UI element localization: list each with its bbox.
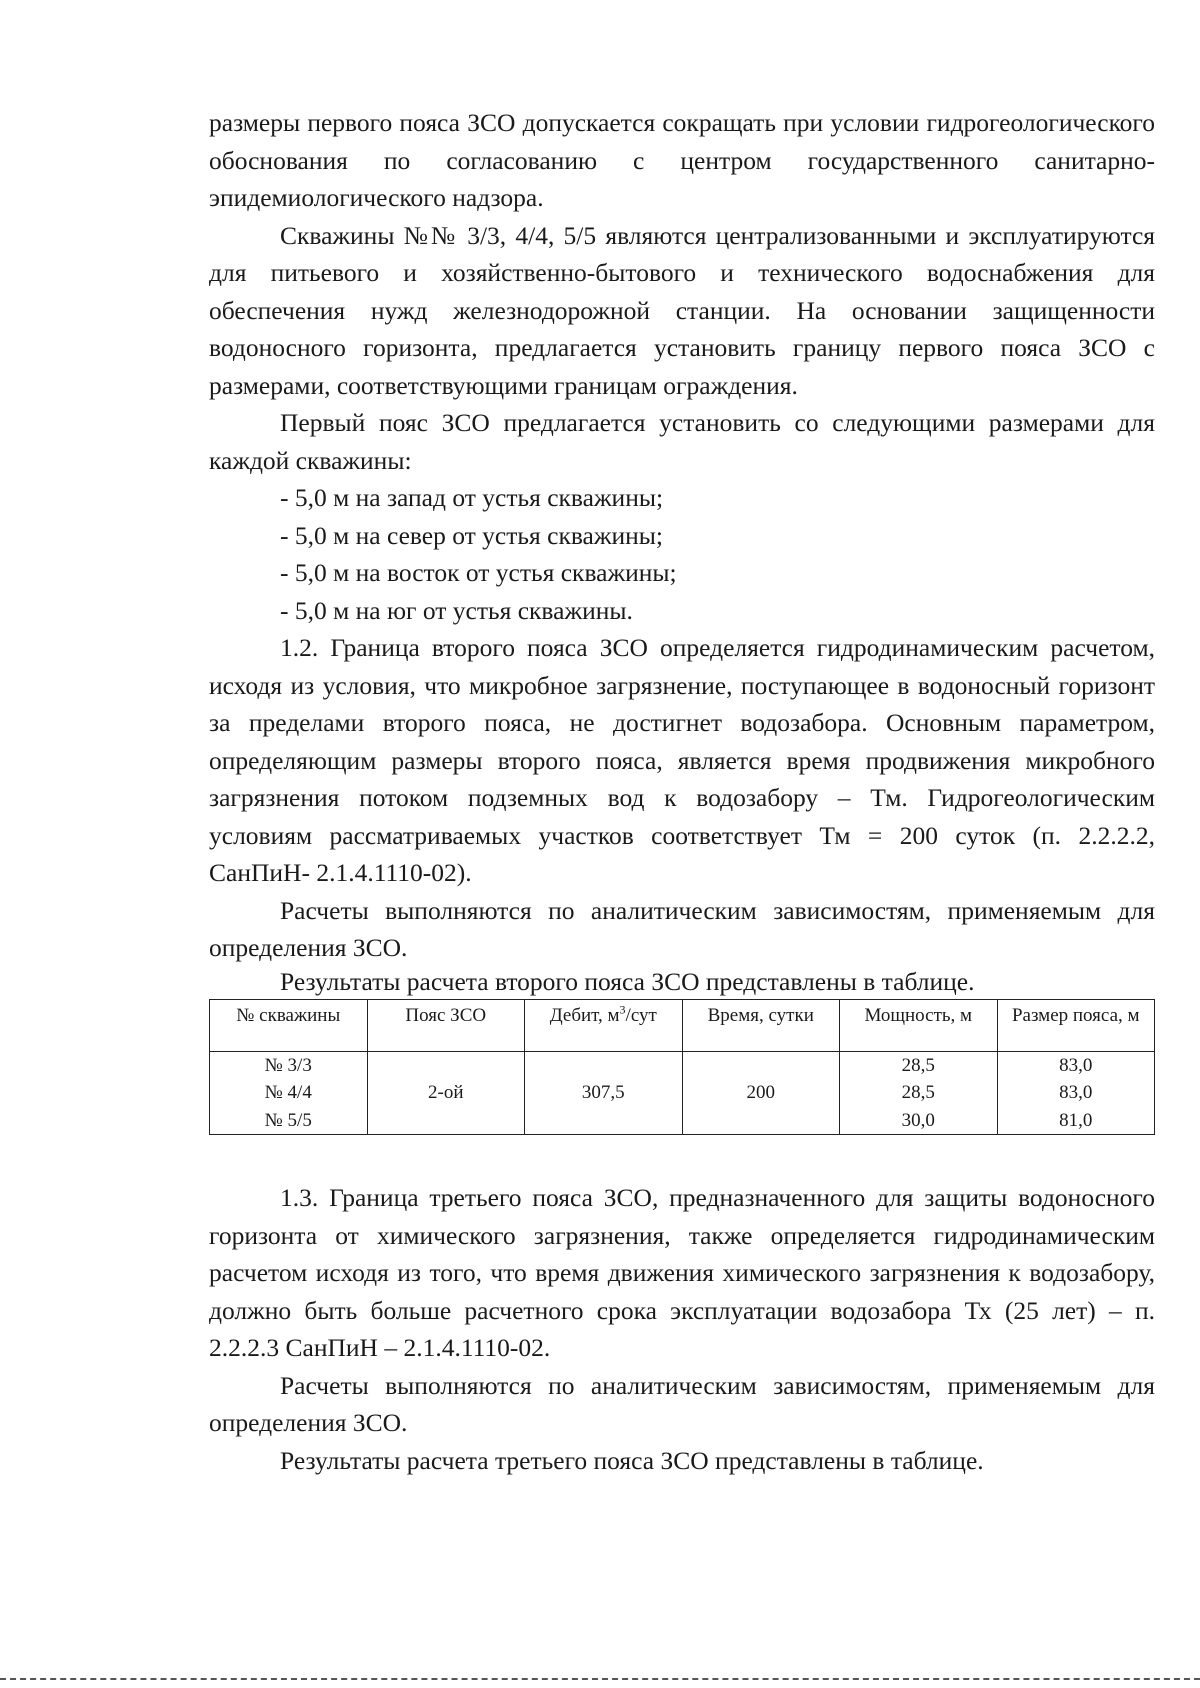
well-number: № 4/4 <box>264 1082 312 1103</box>
header-debit-label: Дебит, м <box>549 1004 620 1026</box>
spacer <box>209 1135 1155 1179</box>
belt-size-value: 83,0 <box>1059 1054 1093 1076</box>
document-page <box>209 104 1155 1479</box>
header-well: № скважины <box>210 999 368 1051</box>
list-item: - 5,0 м на юг от устья скважины. <box>280 595 633 625</box>
page-bottom-divider <box>0 1678 1200 1680</box>
first-belt-size-list <box>209 479 1155 629</box>
belt-size-value: 81,0 <box>1059 1109 1093 1131</box>
paragraph-third-belt: 1.3. Граница третьего пояса ЗСО, предназначенного для защиты водоносного горизонта от химического загрязнения, также определяется гидродинамическим расчетом исходя из того, что время движения химического загрязнения к водозабору, должно быть больше расчетного срока эксплуатации водозабора Тх (25 лет) – п. 2.2.2.3 СанПиН – 2.1.4.1110-02. <box>209 1183 1155 1362</box>
header-debit-superscript: 3 <box>619 1002 626 1017</box>
cell-belt-size <box>997 1051 1155 1135</box>
header-time: Время, сутки <box>682 999 840 1051</box>
cell-debit: 307,5 <box>525 1051 683 1135</box>
header-belt: Пояс ЗСО <box>367 999 525 1051</box>
table-caption: Результаты расчета второго пояса ЗСО представлены в таблице. <box>280 966 975 996</box>
second-belt-results-table <box>209 999 1155 1136</box>
well-number: № 5/5 <box>264 1109 312 1131</box>
list-item: - 5,0 м на запад от устья скважины; <box>280 483 664 512</box>
belt-size-value: 83,0 <box>1059 1082 1093 1103</box>
paragraph-calculation-method: Расчеты выполняются по аналитическим зависимостям, применяемым для определения ЗСО. <box>209 895 1155 962</box>
cell-time: 200 <box>682 1051 840 1135</box>
header-debit-unit-suffix: /сут <box>625 1004 657 1026</box>
table-row <box>210 1051 1155 1135</box>
cell-thickness <box>840 1051 998 1135</box>
thickness-value: 28,5 <box>901 1054 935 1076</box>
well-number: № 3/3 <box>264 1054 312 1076</box>
paragraph-first-belt-reduction: размеры первого пояса ЗСО допускается сокращать при условии гидрогеологического обоснования по согласованию с центром государственного санитарно-эпидемиологического надзора. <box>209 108 1155 212</box>
list-item: - 5,0 м на восток от устья скважины; <box>280 558 677 587</box>
cell-belt: 2-ой <box>367 1051 525 1135</box>
thickness-value: 28,5 <box>901 1082 935 1103</box>
thickness-value: 30,0 <box>901 1109 935 1131</box>
table-header-row <box>210 999 1155 1051</box>
paragraph-second-belt: 1.2. Граница второго пояса ЗСО определяется гидродинамическим расчетом, исходя из условия, что микробное загрязнение, поступающее в водоносный горизонт за пределами второго пояса, не достигнет водозабора. Основным параметром, определяющим размеры второго пояса, является время продвижения микробного загрязнения потоком подземных вод к водозабору – Тм. Гидрогеологическим условиям рассматриваемых участков соответствует Тм = 200 суток (п. 2.2.2.2, СанПиН- 2.1.4.1110-02). <box>209 633 1155 887</box>
header-debit <box>525 999 683 1051</box>
paragraph-first-belt-sizes: Первый пояс ЗСО предлагается установить со следующими размерами для каждой скважины: <box>209 408 1155 475</box>
paragraph-wells-description: Скважины №№ 3/3, 4/4, 5/5 являются централизованными и эксплуатируются для питьевого и хозяйственно-бытового и технического водоснабжения для обеспечения нужд железнодорожной станции. На основании защищенности водоносного горизонта, предлагается установить границу первого пояса ЗСО с размерами, соответствующими границам ограждения. <box>209 220 1155 400</box>
header-belt-size: Размер пояса, м <box>997 999 1155 1051</box>
list-item: - 5,0 м на север от устья скважины; <box>280 520 663 550</box>
header-thickness: Мощность, м <box>840 999 998 1051</box>
cell-wells <box>210 1051 368 1135</box>
paragraph-third-belt-results: Результаты расчета третьего пояса ЗСО представлены в таблице. <box>280 1445 984 1475</box>
paragraph-calculation-method-2: Расчеты выполняются по аналитическим зависимостям, применяемым для определения ЗСО. <box>209 1370 1155 1437</box>
